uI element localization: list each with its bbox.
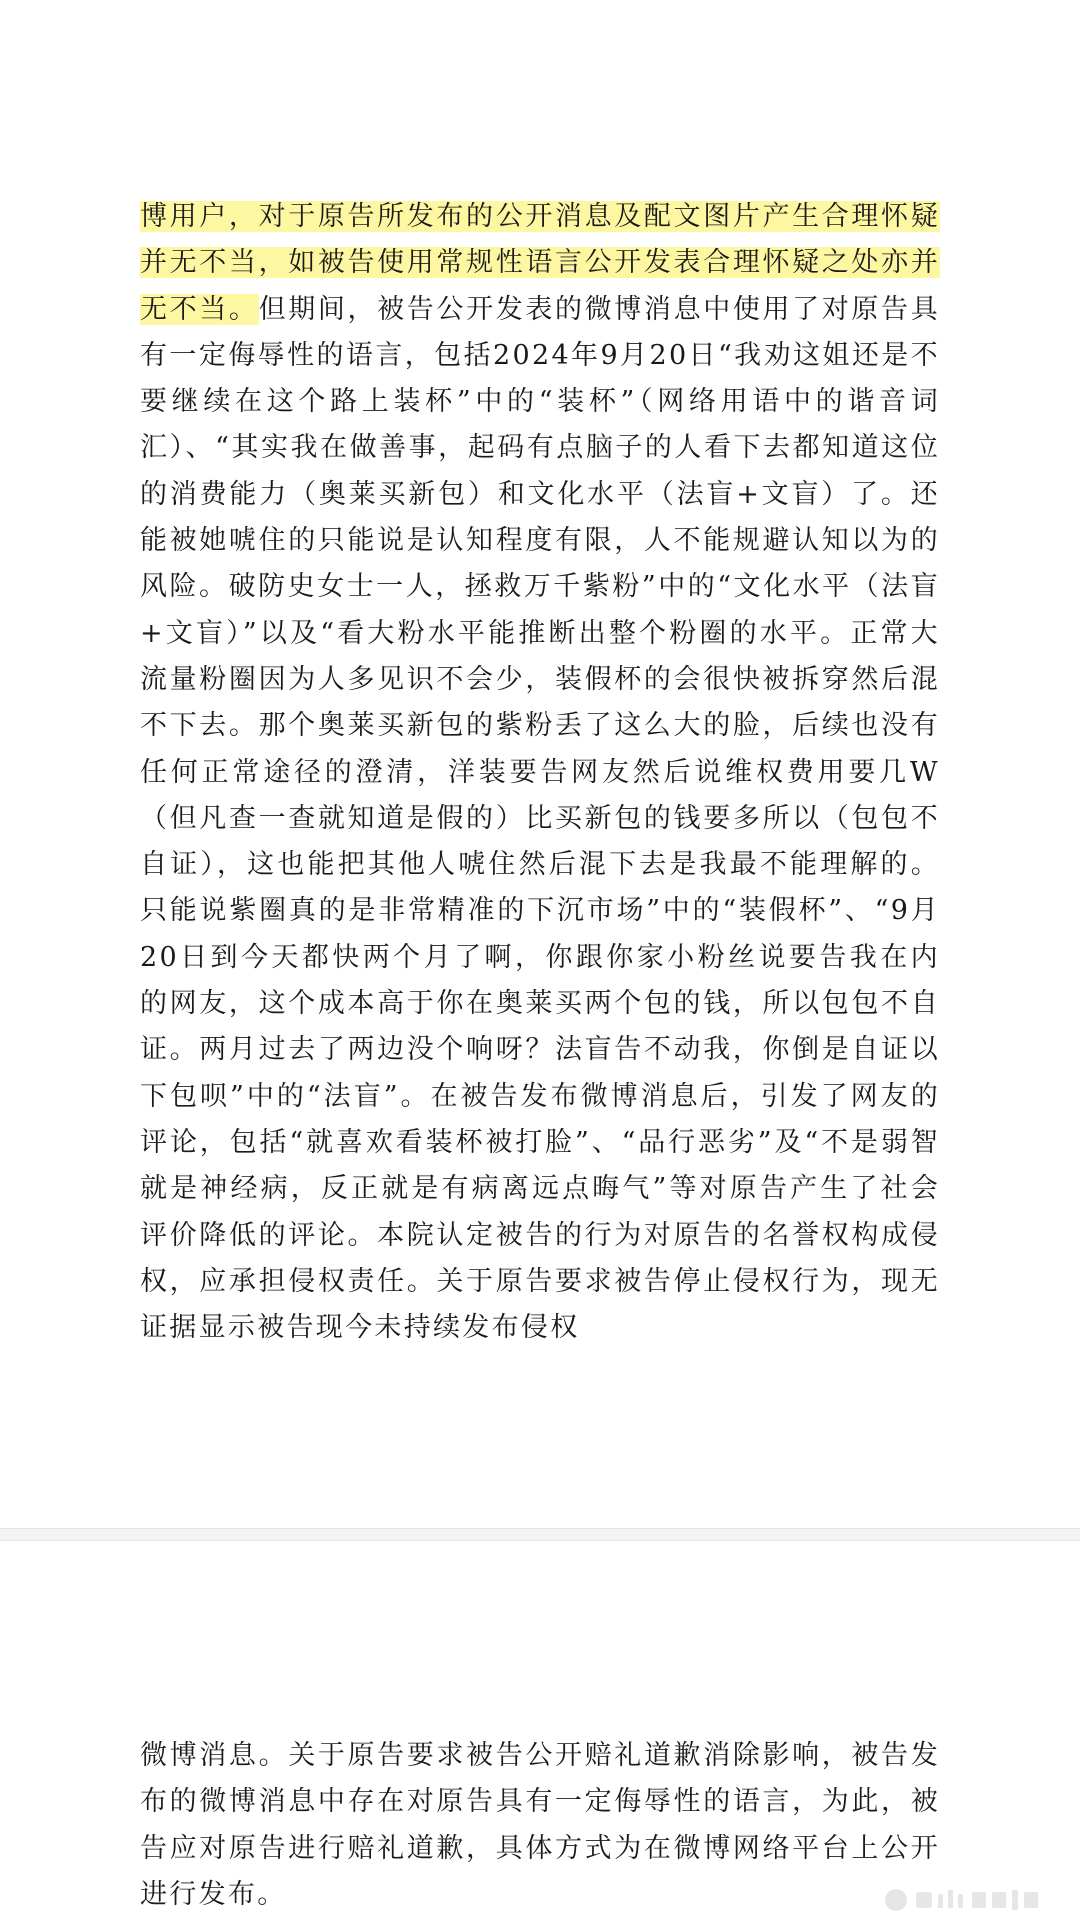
judgment-paragraph [140, 194, 940, 1351]
paragraph-text: 但期间，被告公开发表的微博消息中使用了对原告具有一定侮辱性的语言，包括2024年9月20日“我劝这姐还是不要继续在这个路上装杯”中的“装杯”（网络用语中的谐音词汇）、“其实我在做善事，起码有点脑子的人看下去都知道这位的消费能力（奥莱买新包）和文化水平（法盲+文盲）了。还能被她唬住的只能说是认知程度有限，人不能规避认知以为的风险。破防史女士一人，拯救万千紫粉”中的“文化水平（法盲+文盲）”以及“看大粉水平能推断出整个粉圈的水平。正常大流量粉圈因为人多见识不会少，装假杯的会很快被拆穿然后混不下去。那个奥莱买新包的紫粉丢了这么大的脸，后续也没有任何正常途径的澄清，洋装要告网友然后说维权费用要几W（但凡查一查就知道是假的）比买新包的钱要多所以（包包不自证），这也能把其他人唬住然后混下去是我最不能理解的。只能说紫圈真的是非常精准的下沉市场”中的“装假杯”、“9月20日到今天都快两个月了啊，你跟你家小粉丝说要告我在内的网友，这个成本高于你在奥莱买两个包的钱，所以包包不自证。两月过去了两边没个响呀？法盲告不动我，你倒是自证以下包呗”中的“法盲”。在被告发布微博消息后，引发了网友的评论，包括“就喜欢看装杯被打脸”、“品行恶劣”及“不是弱智就是神经病，反正就是有病离远点晦气”等对原告产生了社会评价降低的评论。本院认定被告的行为对原告的名誉权构成侵权，应承担侵权责任。关于原告要求被告停止侵权行为，现无证据显示被告现今未持续发布侵权 [140, 293, 940, 1344]
highlighted-passage: 博用户，对于原告所发布的公开消息及配文图片产生合理怀疑并无不当，如被告使用常规性语言公开发表合理怀疑之处亦并无不当。 [140, 201, 940, 325]
judgment-paragraph-continued [140, 1733, 940, 1918]
paragraph-text-continued: 微博消息。关于原告要求被告公开赔礼道歉消除影响，被告发布的微博消息中存在对原告具有一定侮辱性的语言，为此，被告应对原告进行赔礼道歉，具体方式为在微博网络平台上公开进行发布。 [140, 1740, 940, 1910]
document-page-bottom [0, 1540, 1080, 1926]
watermark-logo-icon [882, 1883, 1052, 1917]
